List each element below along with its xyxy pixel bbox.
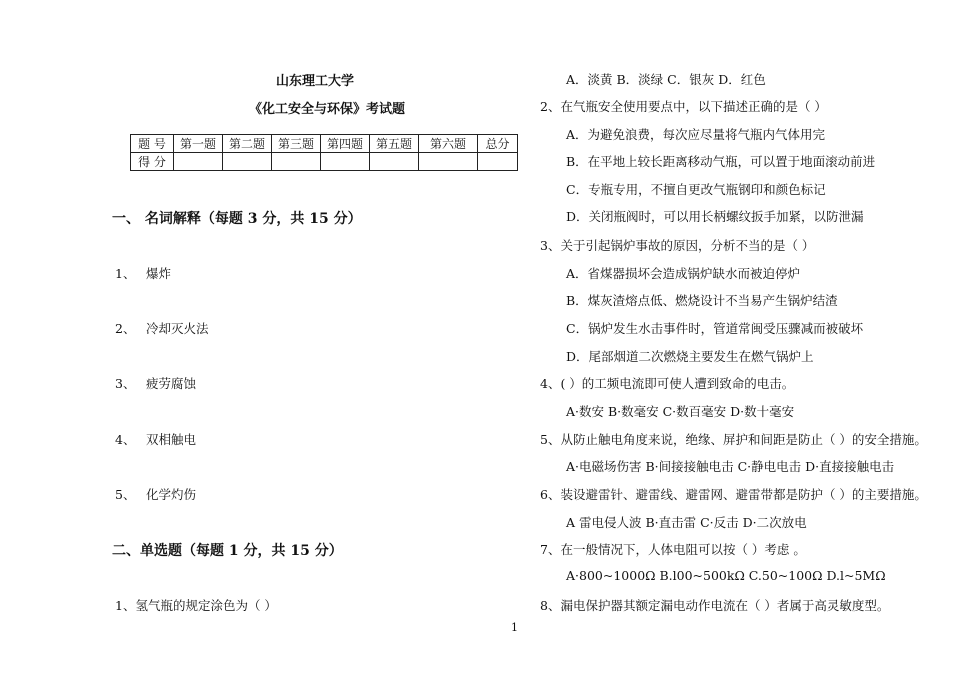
question-text: 5、从防止触电角度来说，绝缘、屏护和间距是防止（ ）的安全措施。: [540, 432, 927, 447]
term-number: 2、: [115, 321, 136, 336]
answer-options: A 雷电侵人波 B·直击雷 C·反击 D·二次放电: [566, 515, 807, 530]
term-number: 1、: [115, 266, 136, 281]
score-cell: 第六题: [419, 135, 478, 153]
answer-options: A·800~1000Ω B.l00~500kΩ C.50~100Ω D.l~5MΩ: [566, 568, 886, 583]
question-text: 1、氢气瓶的规定涂色为（ ）: [115, 598, 277, 613]
score-table-score-row: [131, 153, 518, 171]
term-number: 4、: [115, 432, 136, 447]
score-empty-cell: [478, 153, 518, 171]
score-cell: 总分: [478, 135, 518, 153]
score-cell: 第一题: [174, 135, 223, 153]
term-text: 化学灼伤: [146, 487, 197, 502]
answer-option: A．为避免浪费，每次应尽量将气瓶内气体用完: [566, 127, 826, 142]
answer-option: D．关闭瓶阀时，可以用长柄螺纹扳手加紧，以防泄漏: [566, 209, 864, 224]
answer-options: A·数安 B·数毫安 C·数百毫安 D·数十毫安: [566, 404, 795, 419]
score-table: [130, 134, 518, 171]
answer-options: A．淡黄 B．淡绿 C．银灰 D．红色: [566, 72, 766, 87]
score-empty-cell: [223, 153, 272, 171]
university-name: 山东理工大学: [276, 74, 355, 89]
score-empty-cell: [370, 153, 419, 171]
score-table-header-row: [131, 135, 518, 153]
section1-heading: 一、 名词解释（每题 3 分，共 15 分）: [112, 211, 362, 227]
question-text: 8、漏电保护器其额定漏电动作电流在（ ）者属于高灵敏度型。: [540, 598, 890, 613]
answer-option: A．省煤器损坏会造成锅炉缺水而被迫停炉: [566, 266, 801, 281]
term-number: 5、: [115, 487, 136, 502]
score-cell: 第五题: [370, 135, 419, 153]
score-cell: 第三题: [272, 135, 321, 153]
answer-option: C．专瓶专用，不擅自更改气瓶钢印和颜色标记: [566, 182, 826, 197]
answer-option: B．煤灰渣熔点低、燃烧设计不当易产生锅炉结渣: [566, 293, 838, 308]
term-number: 3、: [115, 376, 136, 391]
question-text: 3、关于引起锅炉事故的原因，分析不当的是（ ）: [540, 238, 815, 253]
score-cell: 第四题: [321, 135, 370, 153]
term-text: 爆炸: [146, 266, 172, 281]
score-cell: 第二题: [223, 135, 272, 153]
answer-option: B．在平地上较长距离移动气瓶，可以置于地面滚动前进: [566, 154, 876, 169]
question-text: 4、( ）的工频电流即可使人遭到致命的电击。: [540, 376, 795, 391]
score-cell: 题 号: [131, 135, 174, 153]
score-empty-cell: [174, 153, 223, 171]
term-text: 疲劳腐蚀: [146, 376, 197, 391]
term-text: 冷却灭火法: [146, 321, 209, 336]
question-text: 7、在一般情况下，人体电阻可以按（ ）考虑 。: [540, 542, 806, 557]
question-text: 2、在气瓶安全使用要点中，以下描述正确的是（ ）: [540, 99, 827, 114]
section2-heading: 二、单选题（每题 1 分，共 15 分）: [112, 543, 343, 559]
answer-option: D．尾部烟道二次燃烧主要发生在燃气锅炉上: [566, 349, 814, 364]
exam-title: 《化工安全与环保》考试题: [249, 102, 406, 117]
score-empty-cell: [272, 153, 321, 171]
answer-option: C．锅炉发生水击事件时，管道常闽受压骤减而被破坏: [566, 321, 864, 336]
term-text: 双相触电: [146, 432, 197, 447]
score-empty-cell: [419, 153, 478, 171]
question-text: 6、装设避雷针、避雷线、避雷网、避雷带都是防护（ ）的主要措施。: [540, 487, 927, 502]
answer-options: A·电磁场伤害 B·间接接触电击 C·静电电击 D·直接接触电击: [566, 459, 895, 474]
page-number: 1: [511, 621, 518, 634]
score-label-cell: 得 分: [131, 153, 174, 171]
score-empty-cell: [321, 153, 370, 171]
